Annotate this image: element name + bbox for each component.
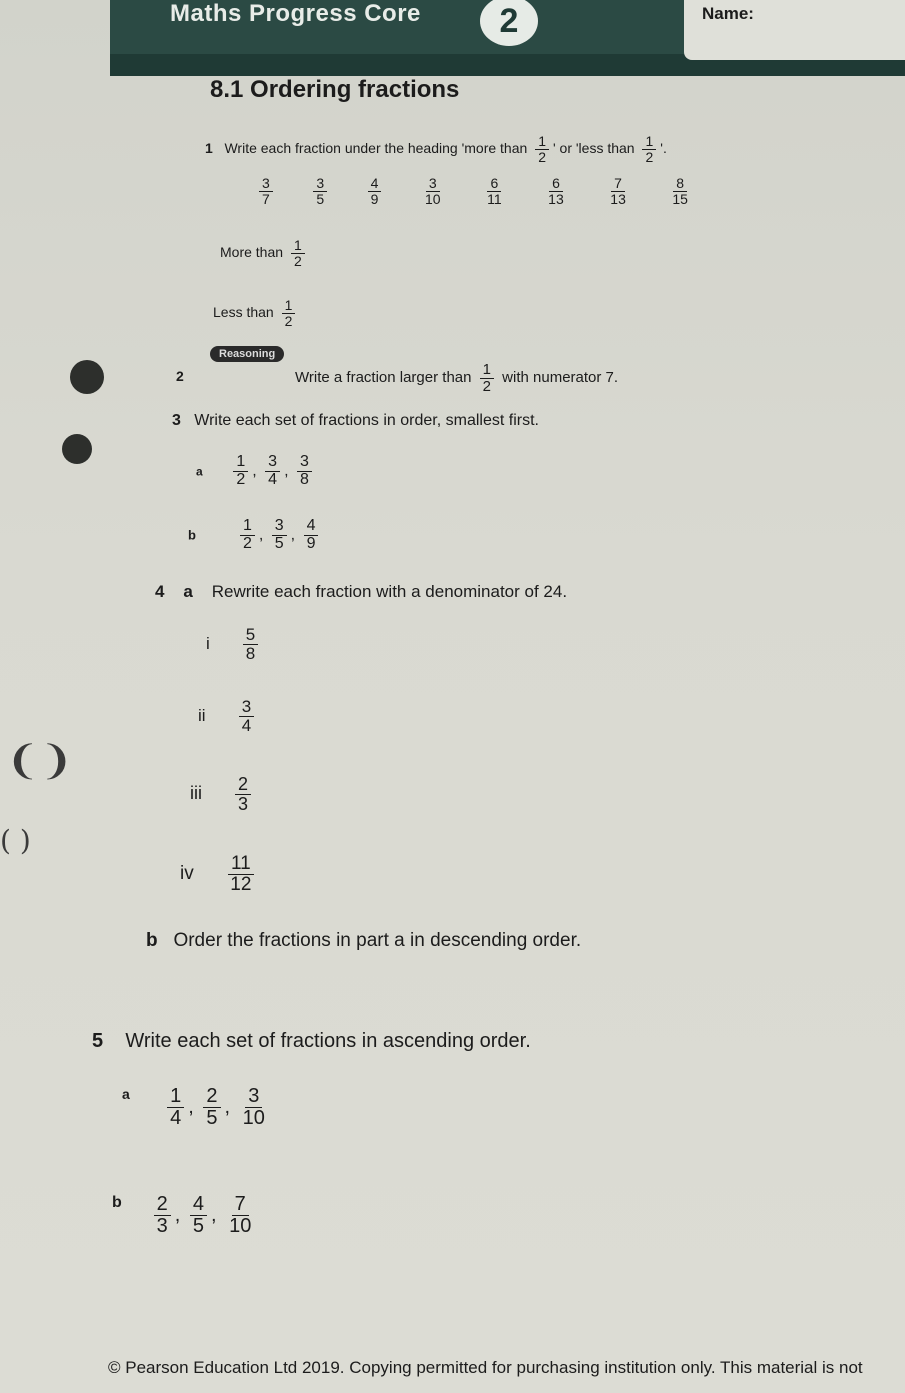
item-label: iv [180, 863, 194, 885]
copyright-footer: © Pearson Education Ltd 2019. Copying permitted for purchasing institution only. This material is not [108, 1358, 863, 1377]
fraction: $\frac{2}{3}$ [154, 1194, 171, 1237]
fraction: $\frac{1}{4}$ [167, 1086, 184, 1129]
question-text: Write each set of fractions in order, smallest first. [194, 412, 539, 429]
fraction-half: $\frac{1}{2}$ [480, 362, 494, 395]
question-text: ' or 'less than [552, 139, 635, 156]
fraction: $\frac{2}{5}$ [203, 1086, 220, 1129]
part-label: b [112, 1194, 122, 1211]
question-3a: a $\frac{1}{2}$ , $\frac{3}{4}$ , $\frac{3}{8}$ [196, 454, 316, 489]
fraction: $\frac{3}{5}$ [313, 176, 327, 206]
heading-text: More than [220, 243, 284, 260]
margin-mark: ( ) [0, 824, 31, 857]
question-text: '. [660, 139, 667, 156]
question-4a [155, 582, 567, 602]
fraction-half: $\frac{1}{2}$ [282, 298, 296, 328]
question-4b [146, 930, 581, 952]
fraction: $\frac{1}{2}$ [233, 454, 248, 489]
question-number: 3 [172, 412, 181, 429]
reasoning-badge: Reasoning [210, 346, 284, 362]
question-number: 5 [92, 1030, 104, 1052]
fraction: $\frac{4}{9}$ [304, 518, 319, 553]
fraction: $\frac{11}{12}$ [227, 854, 254, 895]
item-label: i [206, 633, 210, 653]
fraction: $\frac{3}{7}$ [259, 176, 273, 206]
fraction: $\frac{6}{11}$ [487, 175, 502, 207]
more-than-heading [220, 238, 309, 268]
question-3b: b $\frac{1}{2}$ , $\frac{3}{5}$ , $\frac{4}{9}$ [188, 518, 322, 553]
level-badge: 2 [480, 0, 538, 46]
fraction: $\frac{7}{10}$ [229, 1193, 252, 1237]
question-4a-i [206, 626, 262, 663]
margin-mark: ❨❩ [6, 738, 74, 784]
question-number: 4 [155, 582, 165, 601]
question-text: Write a fraction larger than [295, 369, 472, 387]
question-1 [205, 134, 667, 164]
fraction-half: $\frac{1}{2}$ [535, 134, 549, 164]
fraction-half: $\frac{1}{2}$ [291, 238, 305, 268]
part-label: a [183, 582, 193, 601]
fraction: $\frac{7}{13}$ [610, 175, 626, 207]
fraction-half: $\frac{1}{2}$ [642, 134, 656, 164]
question-text: with numerator 7. [502, 369, 619, 387]
less-than-heading [213, 298, 299, 328]
fraction: $\frac{4}{5}$ [190, 1194, 207, 1237]
question-text: Write each set of fractions in ascending order. [125, 1030, 531, 1052]
fraction: $\frac{8}{15}$ [672, 175, 688, 207]
fraction: $\frac{2}{3}$ [235, 775, 251, 814]
question-4a-iii [190, 775, 255, 814]
item-label: iii [190, 783, 202, 804]
fraction: $\frac{3}{10}$ [424, 175, 441, 207]
name-label: Name: [702, 4, 754, 23]
punch-hole [62, 434, 92, 464]
fraction: $\frac{5}{8}$ [243, 626, 258, 663]
part-label: b [146, 930, 158, 951]
question-2 [295, 362, 618, 395]
question-5 [92, 1030, 531, 1053]
question-text: Rewrite each fraction with a denominator of 24. [211, 582, 568, 601]
fraction-list [255, 176, 695, 206]
fraction: $\frac{3}{8}$ [297, 454, 312, 489]
fraction: $\frac{4}{9}$ [368, 176, 382, 206]
heading-text: Less than [213, 303, 274, 320]
part-label: b [188, 527, 196, 543]
question-5b: $^b$ $\frac{2}{3}$ , $\frac{4}{5}$ , $\frac{7}{10}$ [112, 1194, 258, 1237]
question-4a-ii [198, 698, 258, 735]
fraction: $\frac{3}{10}$ [242, 1085, 265, 1129]
fraction: $\frac{1}{2}$ [240, 518, 255, 553]
question-text: Order the fractions in part a in descending order. [173, 930, 582, 951]
question-5a: $^a$ $\frac{1}{4}$ , $\frac{2}{5}$ , $\frac{3}{10}$ [122, 1086, 272, 1129]
question-number: 1 [205, 139, 213, 156]
section-title: 8.1 Ordering fractions [210, 76, 460, 103]
part-label: a [122, 1086, 130, 1102]
punch-hole [70, 360, 104, 394]
name-box [684, 0, 905, 60]
fraction: $\frac{6}{13}$ [548, 175, 564, 207]
question-2-number [176, 368, 184, 384]
fraction: $\frac{3}{5}$ [272, 518, 287, 553]
fraction: $\frac{3}{4}$ [265, 454, 280, 489]
part-label: a [196, 464, 203, 479]
question-4a-iv [180, 854, 258, 895]
question-number: 2 [176, 368, 184, 384]
item-label: ii [198, 705, 206, 725]
question-text: Write each fraction under the heading 'more than [224, 139, 528, 156]
course-title: Maths Progress Core [170, 0, 421, 27]
question-3 [172, 412, 539, 430]
fraction: $\frac{3}{4}$ [239, 698, 254, 735]
